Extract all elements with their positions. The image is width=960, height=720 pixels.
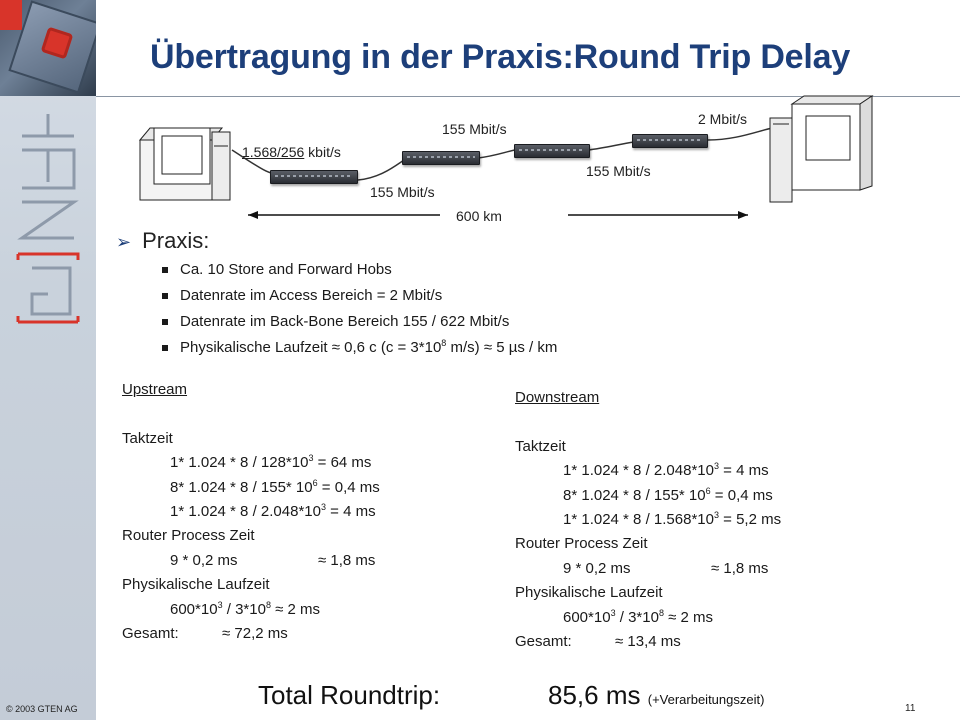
b4-a: Physikalische Laufzeit [180, 339, 332, 356]
total-value: 85,6 ms [548, 680, 641, 710]
computer-left-icon [140, 128, 230, 200]
list-item [160, 338, 557, 364]
approx-symbol: ≈ [615, 632, 624, 650]
upstream-router-calc [122, 549, 380, 573]
t3-exp: 3 [320, 501, 326, 512]
t1-pre: 1* 1.024 * 8 / 2.048*10 [563, 462, 714, 480]
t3-pre: 1* 1.024 * 8 / 1.568*10 [563, 510, 714, 528]
access-rate-unit: kbit/s [304, 144, 341, 160]
t3-exp: 3 [713, 509, 719, 520]
t2-pre: 8* 1.024 * 8 / 155* 10 [563, 486, 706, 504]
downstream-gesamt [515, 630, 781, 654]
link-3-label: 155 Mbit/s [586, 163, 651, 179]
page-number: 11 [905, 703, 916, 714]
approx-symbol: ≈ [331, 339, 340, 356]
downstream-heading: Downstream [515, 389, 600, 406]
t3-pre: 1* 1.024 * 8 / 2.048*10 [170, 502, 321, 520]
b4-exp: 8 [441, 338, 447, 348]
approx-symbol: ≈ [222, 624, 231, 642]
router-2-icon [402, 151, 480, 165]
t2-exp: 6 [312, 477, 318, 488]
t1-exp: 3 [308, 453, 314, 464]
link-end-label: 2 Mbit/s [698, 111, 748, 127]
upstream-lauf-calc [122, 598, 380, 622]
approx-symbol: ≈ [483, 339, 493, 356]
cable-1 [358, 160, 404, 180]
t2-post: = 0,4 ms [710, 486, 773, 504]
gesamt-res: 72,2 ms [230, 624, 288, 642]
link-2-label: 155 Mbit/s [442, 121, 507, 137]
praxis-heading-text: Praxis: [142, 228, 210, 253]
gten-logo-text: GTEN [8, 108, 11, 109]
lauf-mid: / 3*10 [222, 600, 266, 618]
router-calc: 9 * 0,2 ms [563, 559, 631, 577]
downstream-taktzeit: Taktzeit [515, 437, 566, 455]
lauf-exp1: 3 [217, 599, 223, 610]
t2-exp: 6 [705, 485, 711, 496]
total-note: (+Verarbeitungszeit) [647, 692, 765, 707]
router-4-icon [632, 134, 708, 148]
downstream-t3 [515, 508, 781, 532]
lauf-exp1: 3 [610, 607, 616, 618]
downstream-lauf-calc [515, 606, 781, 630]
lauf-pre: 600*10 [170, 600, 218, 618]
lauf-res: 2 ms [676, 608, 714, 626]
gesamt-label: Gesamt: [122, 624, 179, 642]
t1-pre: 1* 1.024 * 8 / 128*10 [170, 454, 309, 472]
cable-end [708, 128, 772, 140]
total-label: Total Roundtrip: [258, 680, 441, 710]
cable-2 [478, 150, 515, 158]
upstream-laufzeit: Physikalische Laufzeit [122, 576, 270, 594]
downstream-t1 [515, 459, 781, 483]
arrow-bullet-icon: ➢ [116, 232, 132, 252]
lauf-exp2: 8 [265, 599, 271, 610]
downstream-router: Router Process Zeit [515, 535, 648, 553]
mu-symbol: µ [508, 339, 518, 356]
list-item: Datenrate im Back-Bone Bereich 155 / 622 Mbit/s [160, 312, 557, 338]
upstream-column [122, 378, 380, 646]
t3-post: = 5,2 ms [718, 510, 782, 528]
t2-post: = 0,4 ms [317, 478, 380, 496]
downstream-laufzeit: Physikalische Laufzeit [515, 584, 663, 602]
total-roundtrip [258, 680, 765, 711]
approx-symbol: ≈ [275, 600, 284, 618]
b4-c: m/s) [446, 339, 484, 356]
upstream-gesamt [122, 622, 380, 646]
b4-e: s / km [517, 339, 558, 356]
router-calc: 9 * 0,2 ms [170, 551, 238, 569]
downstream-router-calc [515, 557, 781, 581]
gesamt-label: Gesamt: [515, 632, 572, 650]
upstream-t3 [122, 500, 380, 524]
computer-right-icon [770, 96, 872, 202]
upstream-t1 [122, 451, 380, 475]
lauf-exp2: 8 [658, 607, 664, 618]
approx-symbol: ≈ [318, 551, 327, 569]
total-value-wrap [548, 680, 764, 711]
b4-d: 5 [492, 339, 509, 356]
praxis-bullets [160, 260, 557, 364]
lauf-mid: / 3*10 [615, 608, 659, 626]
gesamt-res: 13,4 ms [623, 632, 681, 650]
cable-3 [588, 142, 634, 150]
upstream-heading: Upstream [122, 381, 188, 398]
list-item: Datenrate im Access Bereich = 2 Mbit/s [160, 286, 557, 312]
upstream-taktzeit: Taktzeit [122, 429, 173, 447]
network-diagram [0, 0, 960, 240]
t1-exp: 3 [713, 461, 719, 472]
t3-post: = 4 ms [325, 502, 376, 520]
lauf-pre: 600*10 [563, 608, 611, 626]
router-3-icon [514, 144, 590, 158]
upstream-router: Router Process Zeit [122, 527, 255, 545]
t1-post: = 4 ms [718, 462, 769, 480]
router-res: 1,8 ms [719, 559, 769, 577]
upstream-t2 [122, 476, 380, 500]
router-res: 1,8 ms [326, 551, 376, 569]
access-rate-label [242, 144, 341, 160]
approx-symbol: ≈ [668, 608, 677, 626]
lauf-res: 2 ms [283, 600, 321, 618]
t1-post: = 64 ms [313, 454, 372, 472]
downstream-column [515, 386, 781, 654]
link-1-label: 155 Mbit/s [370, 184, 435, 200]
list-item: Ca. 10 Store and Forward Hobs [160, 260, 557, 286]
t2-pre: 8* 1.024 * 8 / 155* 10 [170, 478, 313, 496]
copyright: © 2003 GTEN AG [6, 704, 78, 714]
access-rate-value: 1.568/256 [242, 144, 305, 160]
distance-label: 600 km [456, 208, 502, 224]
router-1-icon [270, 170, 358, 184]
downstream-t2 [515, 484, 781, 508]
approx-symbol: ≈ [711, 559, 720, 577]
b4-b: 0,6 c (c = 3*10 [339, 339, 442, 356]
page-title: Übertragung in der Praxis:Round Trip Delay [150, 38, 851, 76]
praxis-heading [116, 228, 209, 254]
